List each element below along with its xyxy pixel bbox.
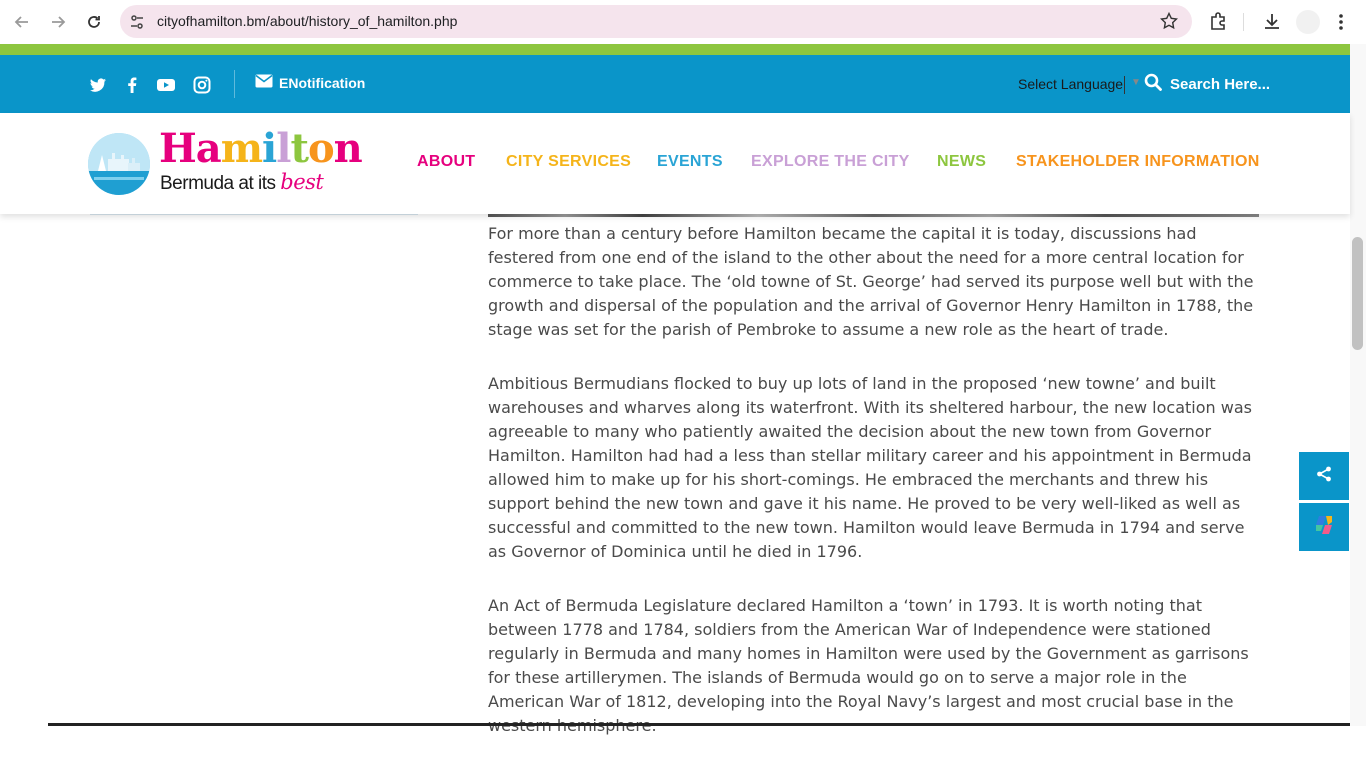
browser-toolbar (0, 0, 1366, 44)
sidebar-divider (90, 214, 418, 215)
search-label: Search Here... (1170, 75, 1271, 93)
article-paragraph: An Act of Bermuda Legislature declared Hamilton a ‘town’ in 1793. It is worth noting that between 1778 and 1784, soldiers from the American War of Independence were stationed regularly in Bermuda and many homes in Hamilton were used by the Government as garrisons for these artillerymen. The islands of Bermuda would go on to serve a major role in the American War of 1812, developing into the Royal Navy’s largest and most crucial base in the (488, 596, 1249, 711)
nav-city-services[interactable]: CITY SERVICES (506, 153, 632, 170)
site-info-icon[interactable] (128, 13, 146, 31)
nav-events[interactable]: EVENTS (657, 153, 723, 170)
profile-avatar[interactable] (1296, 10, 1320, 34)
site-search[interactable] (1144, 73, 1270, 95)
menu-icon[interactable] (1333, 11, 1349, 33)
forward-icon[interactable] (47, 11, 69, 33)
url-text[interactable]: cityofhamilton.bm/about/history_of_hamilton.php (157, 13, 458, 29)
utility-divider (234, 70, 235, 98)
nav-about[interactable]: ABOUT (417, 153, 476, 170)
scrollbar-thumb[interactable] (1352, 237, 1363, 350)
download-icon[interactable] (1262, 11, 1284, 33)
youtube-icon[interactable] (156, 75, 176, 95)
enotification-label: ENotification (279, 74, 366, 91)
search-icon (1144, 73, 1162, 95)
copilot-button[interactable] (1299, 503, 1349, 551)
nav-explore-the-city[interactable]: EXPLORE THE CITY (751, 153, 910, 170)
twitter-icon[interactable] (88, 75, 108, 95)
facebook-icon[interactable] (122, 75, 142, 95)
envelope-icon (255, 74, 273, 91)
toolbar-divider (1243, 13, 1244, 31)
chevron-down-icon[interactable]: ▼ (1131, 77, 1141, 88)
extensions-icon[interactable] (1208, 11, 1230, 33)
article-paragraph: Ambitious Bermudians flocked to buy up lots of land in the proposed ‘new towne’ and built warehouses and wharves along its waterfront. With its sheltered harbour, the new location was agreeable to many who patiently awaited the decision about the new town from Governor Hamilton. Hamilton had had a less than stellar military career and his appointment in Bermuda allowed him to make up for his short-comings. He embraced the merchants and threw his support behind the new town and gave it his name. He proved to be very well-liked as well as successful and committed to the new town. Hamilton would leave Bermuda in 1794 and serve as Governor of Dominica until he died in 1796. (488, 374, 1252, 561)
nav-news[interactable]: NEWS (937, 153, 987, 170)
bookmark-star-icon[interactable] (1160, 12, 1178, 30)
back-icon[interactable] (11, 11, 33, 33)
logo-wordmark: Hamilton (159, 125, 362, 172)
site-logo[interactable] (88, 125, 362, 197)
main-header (0, 113, 1350, 214)
accent-strip (0, 44, 1350, 55)
article-paragraph: For more than a century before Hamilton became the capital it is today, discussions had festered from one end of the island to the other about the need for a more central location for commerce to take place. The ‘old towne of St. George’ had served its purpose well but with the growth and dispersal of the population and the arrival of Governor Henry Hamilton in 1788, the stage was set for the parish of Pembroke to assume a new role as the heart of trade. (488, 224, 1254, 339)
language-divider (1124, 76, 1125, 94)
scrollbar-track[interactable] (1350, 44, 1366, 726)
logo-tagline: Bermuda at its best (160, 170, 324, 194)
address-bar[interactable] (120, 5, 1192, 38)
reload-icon[interactable] (83, 11, 105, 33)
copilot-icon (1312, 513, 1336, 542)
history-article (488, 222, 1263, 768)
utility-bar (0, 55, 1350, 113)
enotification-link[interactable] (255, 74, 365, 91)
nav-stakeholder-information[interactable]: STAKEHOLDER INFORMATION (1016, 153, 1260, 170)
logo-emblem (88, 133, 150, 195)
language-select[interactable]: Select Language (1018, 76, 1124, 92)
share-button[interactable] (1299, 452, 1349, 500)
instagram-icon[interactable] (192, 75, 212, 95)
share-icon (1315, 465, 1333, 488)
